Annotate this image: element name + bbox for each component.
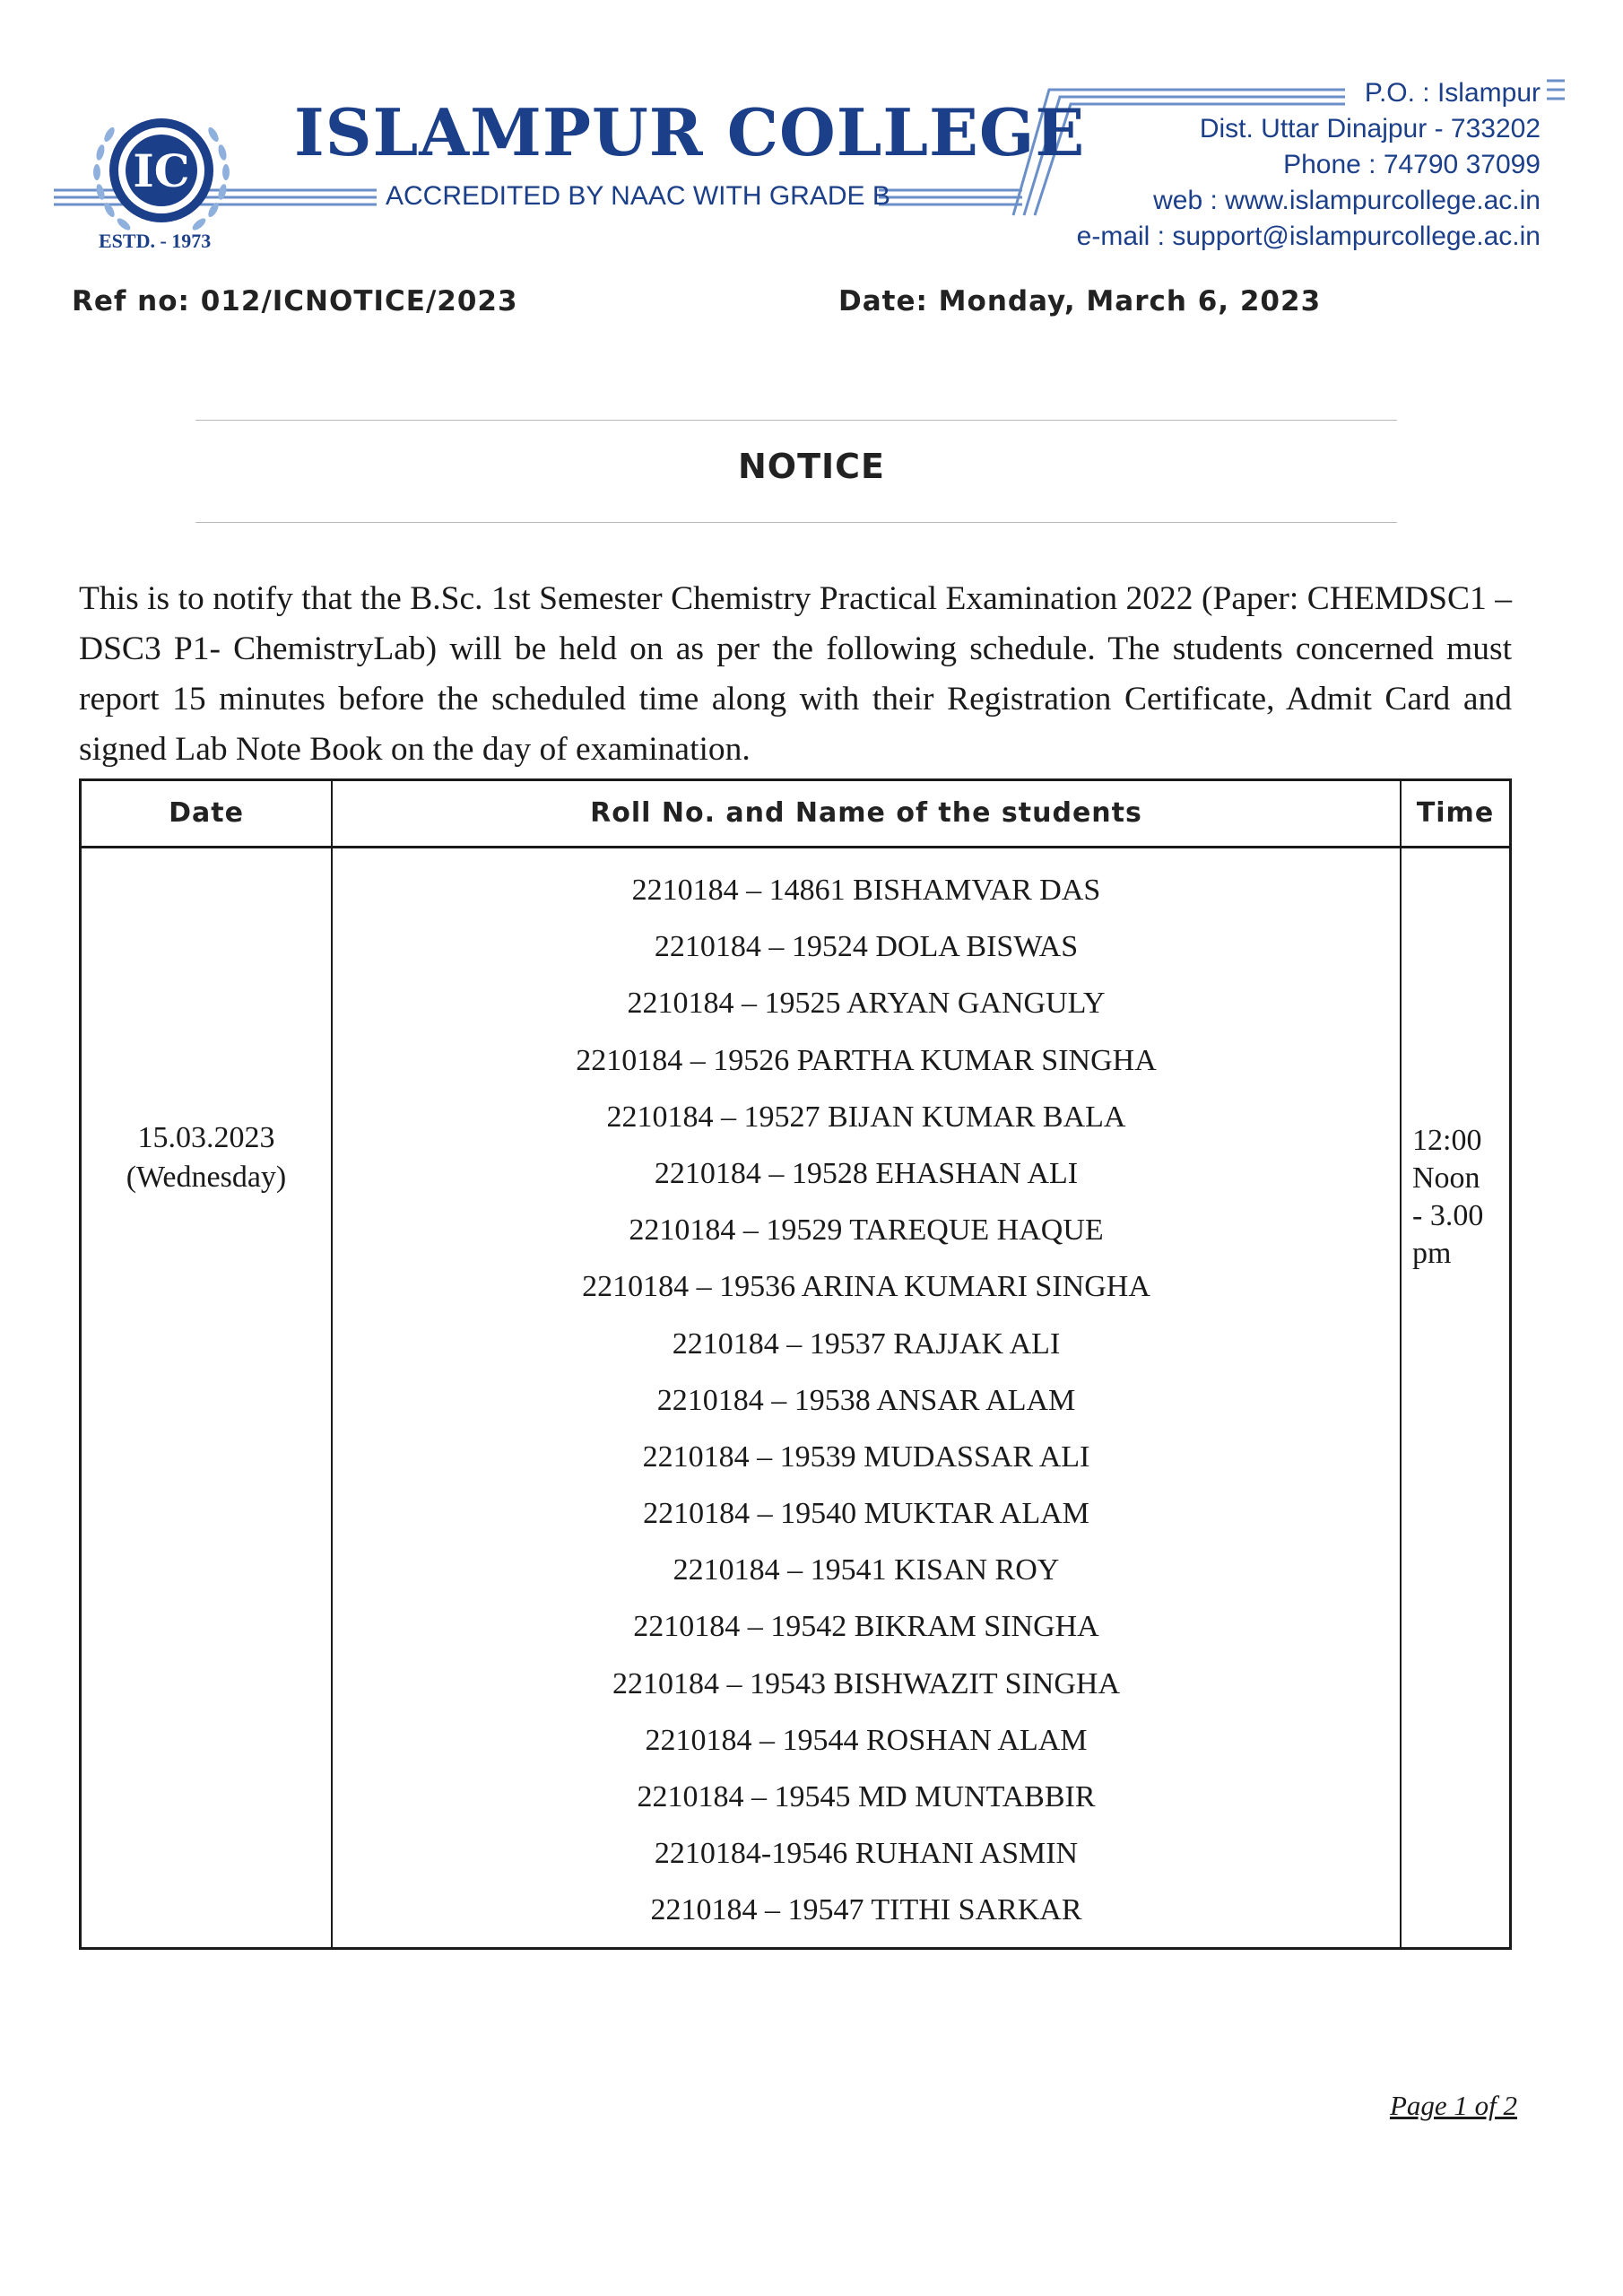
district: Dist. Uttar Dinajpur - 733202: [1199, 114, 1541, 144]
header-roll-names: Roll No. and Name of the students: [590, 797, 1142, 829]
exam-date: 15.03.2023: [137, 1121, 275, 1154]
notice-date: Date: Monday, March 6, 2023: [838, 285, 1322, 317]
header-time: Time: [1416, 797, 1495, 829]
exam-day: (Wednesday): [126, 1161, 287, 1194]
reference-number: Ref no: 012/ICNOTICE/2023: [72, 285, 518, 317]
page-number: Page 1 of 2: [1389, 2090, 1517, 2121]
post-office: P.O. : Islampur: [1364, 78, 1541, 108]
contact-block: [1077, 75, 1541, 255]
student-entry: 2210184 – 19547 TITHI SARKAR: [650, 1893, 1082, 1927]
student-entry: 2210184 – 19539 MUDASSAR ALI: [642, 1439, 1090, 1474]
student-entry: 2210184 – 19541 KISAN ROY: [673, 1553, 1060, 1587]
exam-date-cell: [82, 1118, 331, 1197]
email: e-mail : support@islampurcollege.ac.in: [1076, 222, 1541, 251]
exam-time-start: 12:00 Noon: [1412, 1124, 1482, 1195]
accreditation-text: ACCREDITED BY NAAC WITH GRADE B: [386, 181, 890, 211]
student-entry: 2210184 – 19538 ANSAR ALAM: [656, 1383, 1076, 1417]
student-entry: 2210184 – 19529 TAREQUE HAQUE: [629, 1213, 1104, 1248]
student-entry: 2210184 – 19524 DOLA BISWAS: [654, 930, 1079, 964]
student-entry: 2210184 – 19537 RAJJAK ALI: [672, 1326, 1061, 1361]
schedule-table: [79, 778, 1512, 1950]
student-entry: 2210184 – 19540 MUKTAR ALAM: [643, 1497, 1089, 1531]
header-divider: [82, 846, 1509, 848]
student-entry: 2210184 – 14861 BISHAMVAR DAS: [631, 874, 1101, 907]
svg-text:IC: IC: [133, 144, 190, 197]
student-entry: 2210184 – 19543 BISHWAZIT SINGHA: [612, 1666, 1121, 1700]
website: web : www.islampurcollege.ac.in: [1153, 186, 1541, 215]
exam-time-end: - 3.00 pm: [1412, 1199, 1484, 1270]
student-list: [333, 862, 1400, 1939]
phone: Phone : 74790 37099: [1283, 150, 1541, 179]
notice-title: NOTICE: [737, 447, 885, 486]
student-entry: 2210184 – 19544 ROSHAN ALAM: [645, 1723, 1088, 1757]
student-entry: 2210184 – 19525 ARYAN GANGULY: [627, 987, 1106, 1021]
student-entry: 2210184 – 19536 ARINA KUMARI SINGHA: [582, 1270, 1150, 1304]
student-entry: 2210184-19546 RUHANI ASMIN: [654, 1837, 1079, 1871]
exam-time-cell: [1412, 1122, 1511, 1273]
divider-top: [195, 420, 1397, 421]
student-entry: 2210184 – 19542 BIKRAM SINGHA: [633, 1610, 1099, 1644]
divider-bottom: [195, 522, 1397, 523]
student-entry: 2210184 – 19545 MD MUNTABBIR: [637, 1780, 1096, 1813]
student-entry: 2210184 – 19527 BIJAN KUMAR BALA: [606, 1100, 1126, 1134]
student-entry: 2210184 – 19526 PARTHA KUMAR SINGHA: [576, 1043, 1157, 1077]
college-name: ISLAMPUR COLLEGE: [294, 94, 1086, 170]
student-entry: 2210184 – 19528 EHASHAN ALI: [654, 1156, 1079, 1190]
notice-body: This is to notify that the B.Sc. 1st Semester Chemistry Practical Examination 2022 (Paper: CHEMDSC1 –DSC3 P1- ChemistryLab) will be held on as per the following schedule. The students concerned must report 15 minutes before the scheduled time along with their Registration Certificate, Admit Card and signed Lab Note Book on the day of examination.: [79, 580, 1512, 768]
column-divider: [1400, 781, 1402, 1947]
established-year: ESTD. - 1973: [99, 230, 212, 252]
header-date: Date: [169, 797, 244, 829]
